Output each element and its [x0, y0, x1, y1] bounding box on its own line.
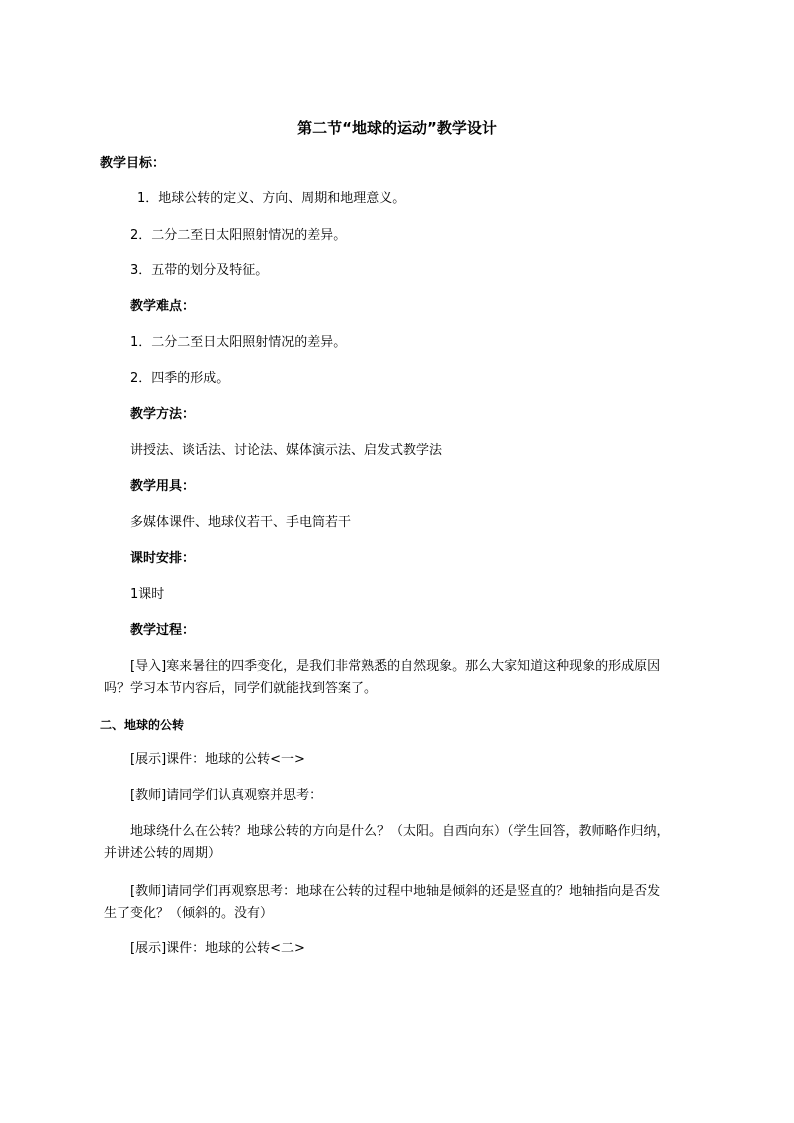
document-title: 第二节“地球的运动”教学设计 [297, 119, 497, 137]
difficulty-item-1: 1．二分二至日太阳照射情况的差异。 [130, 335, 347, 350]
tools-text: 多媒体课件、地球仪若干、手电筒若干 [130, 515, 352, 530]
process-heading: 教学过程： [130, 623, 196, 638]
difficulties-heading: 教学难点： [130, 299, 196, 314]
methods-heading: 教学方法： [130, 407, 196, 422]
methods-text: 讲授法、谈话法、讨论法、媒体演示法、启发式教学法 [130, 443, 443, 458]
process-intro: [导入]寒来暑往的四季变化，是我们非常熟悉的自然现象。那么大家知道这种现象的形成原因吗？学习本节内容后，同学们就能找到答案了。 [104, 659, 661, 696]
section2-line-3: 地球绕什么在公转？地球公转的方向是什么？（太阳。自西向东）（学生回答，教师略作归纳，并讲述公转的周期） [104, 824, 670, 861]
section2-heading: 二、地球的公转 [100, 718, 185, 732]
section2-line-2: [教师]请同学们认真观察并思考： [130, 788, 323, 803]
difficulty-item-2: 2．四季的形成。 [130, 371, 230, 386]
section2-line-4: [教师]请同学们再观察思考：地球在公转的过程中地轴是倾斜的还是竖直的？地轴指向是否发生了变化？（倾斜的。没有） [104, 884, 661, 921]
schedule-text: 1课时 [130, 587, 165, 602]
objectives-heading: 教学目标： [100, 156, 166, 171]
section2-line-1: [展示]课件：地球的公转<一> [130, 752, 305, 767]
section2-line-5: [展示]课件：地球的公转<二> [130, 941, 305, 956]
objective-item-2: 2．二分二至日太阳照射情况的差异。 [130, 228, 347, 243]
objective-item-3: 3．五带的划分及特征。 [130, 263, 269, 278]
tools-heading: 教学用具： [130, 479, 196, 494]
objective-item-1: 1．地球公转的定义、方向、周期和地理意义。 [137, 191, 406, 206]
schedule-heading: 课时安排： [130, 551, 196, 566]
